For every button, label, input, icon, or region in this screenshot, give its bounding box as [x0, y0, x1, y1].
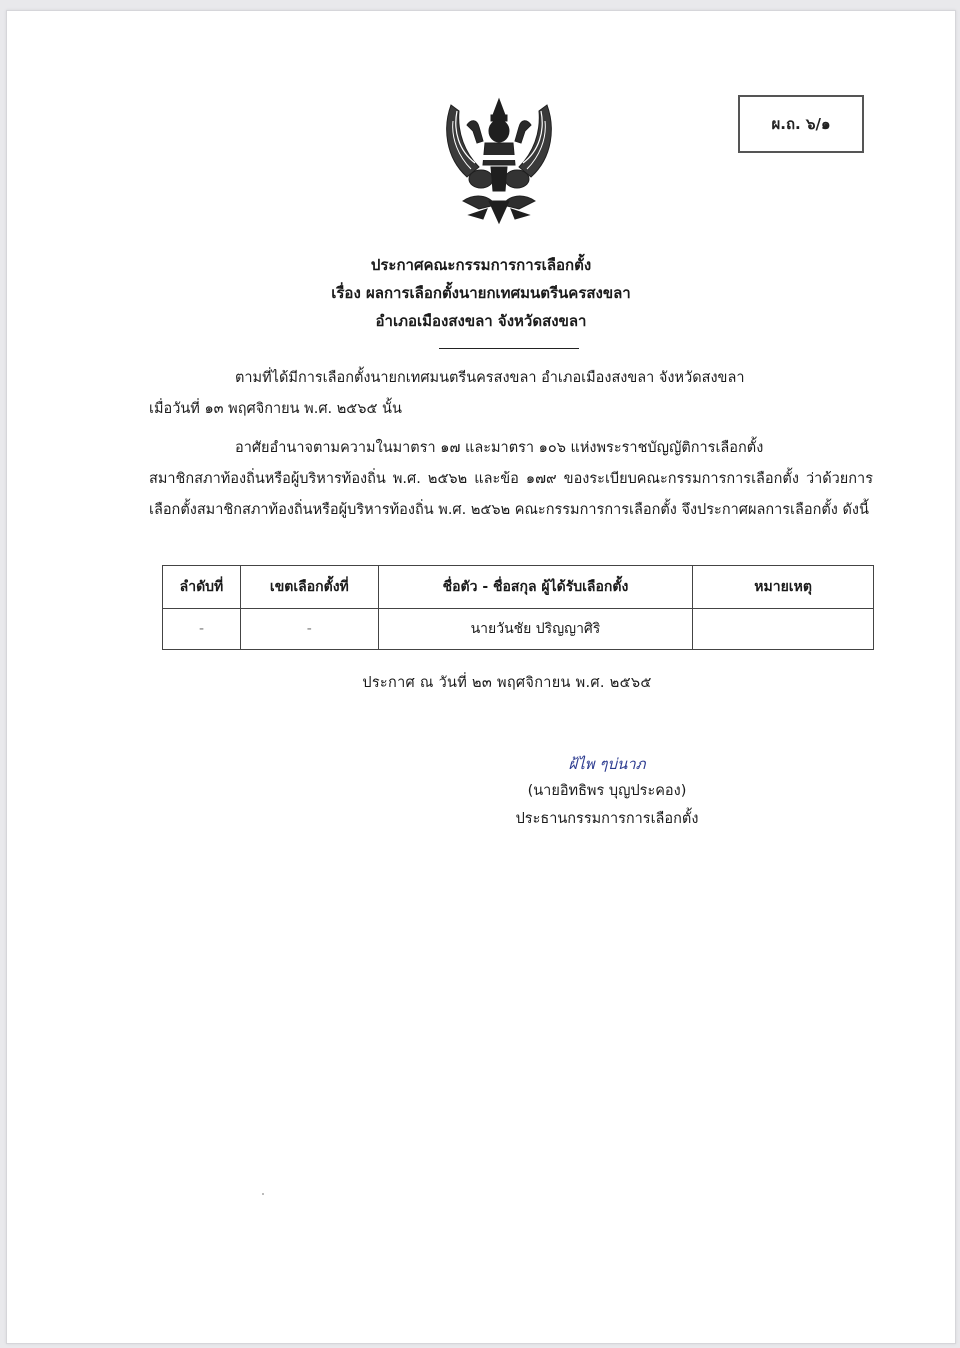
title-divider: [439, 348, 579, 349]
form-code-box: [738, 95, 864, 153]
paragraph-1: [149, 363, 873, 425]
cell-remarks: [693, 609, 874, 650]
signatory-position: ประธานกรรมการการเลือกตั้ง: [515, 811, 699, 827]
header-order: ลำดับที่: [163, 566, 241, 609]
cell-order: -: [163, 609, 241, 650]
header-remarks: หมายเหตุ: [693, 566, 874, 609]
paragraph-2-rest: สมาชิกสภาท้องถิ่นหรือผู้บริหารท้องถิ่น พ.ศ. ๒๕๖๒ และข้อ ๑๗๙ ของระเบียบคณะกรรมการการเลือกตั้ง ว่าด้วยการเลือกตั้งสมาชิกสภาท้องถิ่นหรือผู้บริหารท้องถิ่น พ.ศ. ๒๕๖๒ คณะกรรมการการเลือกตั้ง จึงประกาศผลการเลือกตั้ง ดังนี้: [149, 471, 873, 518]
scan-speck: [262, 1193, 264, 1195]
header-elected-name: ชื่อตัว - ชื่อสกุล ผู้ได้รับเลือกตั้ง: [378, 566, 692, 609]
title-line-3: อำเภอเมืองสงขลา จังหวัดสงขลา: [375, 312, 587, 330]
signature-block: [487, 751, 727, 833]
signatory-name: (นายอิทธิพร บุญประคอง): [527, 783, 687, 799]
announcement-date: ประกาศ ณ วันที่ ๒๓ พฤศจิกายน พ.ศ. ๒๕๖๕: [362, 675, 652, 691]
table-row: [163, 609, 874, 650]
title-line-1: ประกาศคณะกรรมการการเลือกตั้ง: [370, 256, 592, 274]
title-line-2: เรื่อง ผลการเลือกตั้งนายกเทศมนตรีนครสงขลา: [331, 284, 631, 302]
document-page: [6, 10, 956, 1344]
paragraph-1-rest: เมื่อวันที่ ๑๓ พฤศจิกายน พ.ศ. ๒๕๖๕ นั้น: [149, 401, 402, 417]
form-code: ผ.ถ. ๖/๑: [771, 115, 831, 133]
election-results-table: [162, 565, 874, 650]
paragraph-2-first-line: อาศัยอำนาจตามความในมาตรา ๑๗ และมาตรา ๑๐๖ แห่งพระราชบัญญัติการเลือกตั้ง: [235, 440, 764, 456]
header-district: เขตเลือกตั้งที่: [240, 566, 378, 609]
announcement-title: [7, 251, 955, 335]
handwritten-signature: ฝ้ไพ ๆบ่นาภ: [568, 755, 646, 773]
paragraph-2: [149, 433, 873, 526]
garuda-emblem-icon: [439, 97, 559, 231]
table-header-row: [163, 566, 874, 609]
cell-district: -: [240, 609, 378, 650]
paragraph-1-first-line: ตามที่ได้มีการเลือกตั้งนายกเทศมนตรีนครสงขลา อำเภอเมืองสงขลา จังหวัดสงขลา: [235, 370, 745, 386]
cell-elected-name: นายวันชัย ปริญญาศิริ: [378, 609, 692, 650]
